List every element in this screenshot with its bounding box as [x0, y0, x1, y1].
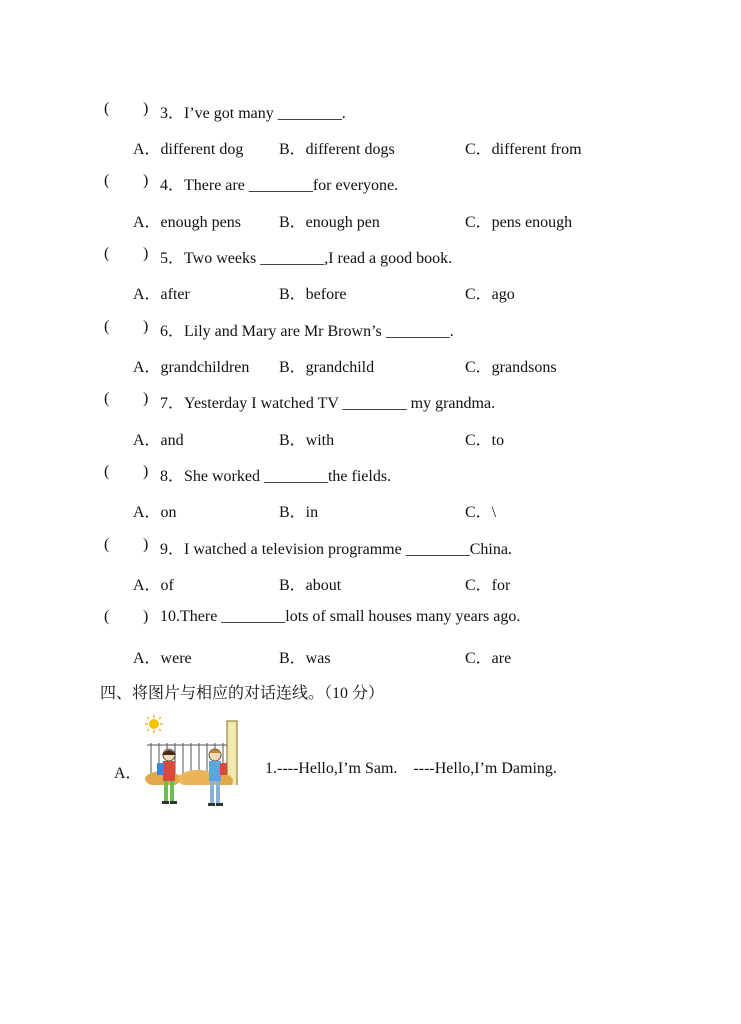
question-9-options: [0, 572, 741, 594]
option-c: C．to: [465, 432, 505, 449]
question-8-options: [0, 499, 741, 521]
option-c: C．different from: [465, 141, 582, 158]
answer-paren-close: ): [143, 536, 149, 553]
option-b: B．grandchild: [279, 359, 375, 376]
question-text: 10.There ________lots of small houses many years ago.: [160, 608, 521, 625]
option-c: C．grandsons: [465, 359, 557, 376]
option-a: A．of: [133, 577, 174, 594]
option-c: C．are: [465, 650, 512, 667]
section-4-title: 四、将图片与相应的对话连线。（10 分）: [100, 685, 385, 702]
question-3-options: [0, 136, 741, 158]
answer-paren-open: (: [104, 463, 110, 480]
option-b: B．with: [279, 432, 335, 449]
option-b: B．was: [279, 650, 331, 667]
question-text: 5．Two weeks ________,I read a good book.: [160, 250, 453, 267]
answer-paren-close: ): [143, 100, 149, 117]
question-8-stem: [0, 463, 741, 485]
question-text: 7．Yesterday I watched TV ________ my grandma.: [160, 395, 496, 412]
option-a: A．different dog: [133, 141, 244, 158]
option-a: A．after: [133, 286, 190, 303]
question-10-options: [0, 645, 741, 667]
option-b: B．in: [279, 504, 319, 521]
question-6-options: [0, 354, 741, 376]
option-b: B．enough pen: [279, 214, 380, 231]
question-7-options: [0, 427, 741, 449]
option-c: C．pens enough: [465, 214, 573, 231]
answer-paren-open: (: [104, 608, 110, 625]
question-5-options: [0, 281, 741, 303]
question-text: 6．Lily and Mary are Mr Brown’s ________.: [160, 323, 454, 340]
option-a: A．were: [133, 650, 192, 667]
option-c: C．for: [465, 577, 511, 594]
answer-paren-open: (: [104, 390, 110, 407]
dialog-1: 1.----Hello,I’m Sam. ----Hello,I’m Daming.: [265, 760, 557, 777]
option-b: B．different dogs: [279, 141, 395, 158]
question-4-stem: [0, 172, 741, 194]
answer-paren-close: ): [143, 172, 149, 189]
option-a: A．on: [133, 504, 177, 521]
answer-paren-open: (: [104, 172, 110, 189]
answer-paren-close: ): [143, 463, 149, 480]
question-text: 3．I’ve got many ________.: [160, 105, 346, 122]
option-a: A．grandchildren: [133, 359, 250, 376]
answer-paren-open: (: [104, 536, 110, 553]
answer-paren-open: (: [104, 245, 110, 262]
answer-paren-open: (: [104, 100, 110, 117]
answer-paren-open: (: [104, 318, 110, 335]
question-4-options: [0, 209, 741, 231]
question-text: 9．I watched a television programme ________China.: [160, 541, 512, 558]
question-10-stem: [0, 608, 741, 630]
option-a: A．and: [133, 432, 184, 449]
picture-label-a: A．: [114, 765, 142, 782]
answer-paren-close: ): [143, 390, 149, 407]
sun-icon: [145, 715, 163, 733]
answer-paren-close: ): [143, 318, 149, 335]
question-7-stem: [0, 390, 741, 412]
question-text: 8．She worked ________the fields.: [160, 468, 392, 485]
option-b: B．before: [279, 286, 347, 303]
question-text: 4．There are ________for everyone.: [160, 177, 399, 194]
option-c: C．\: [465, 504, 497, 521]
option-c: C．ago: [465, 286, 515, 303]
answer-paren-close: ): [143, 608, 149, 625]
question-6-stem: [0, 318, 741, 340]
option-a: A．enough pens: [133, 214, 241, 231]
answer-paren-close: ): [143, 245, 149, 262]
question-5-stem: [0, 245, 741, 267]
question-3-stem: [0, 100, 741, 122]
question-9-stem: [0, 536, 741, 558]
school-kids-illustration: [143, 715, 239, 815]
option-b: B．about: [279, 577, 342, 594]
